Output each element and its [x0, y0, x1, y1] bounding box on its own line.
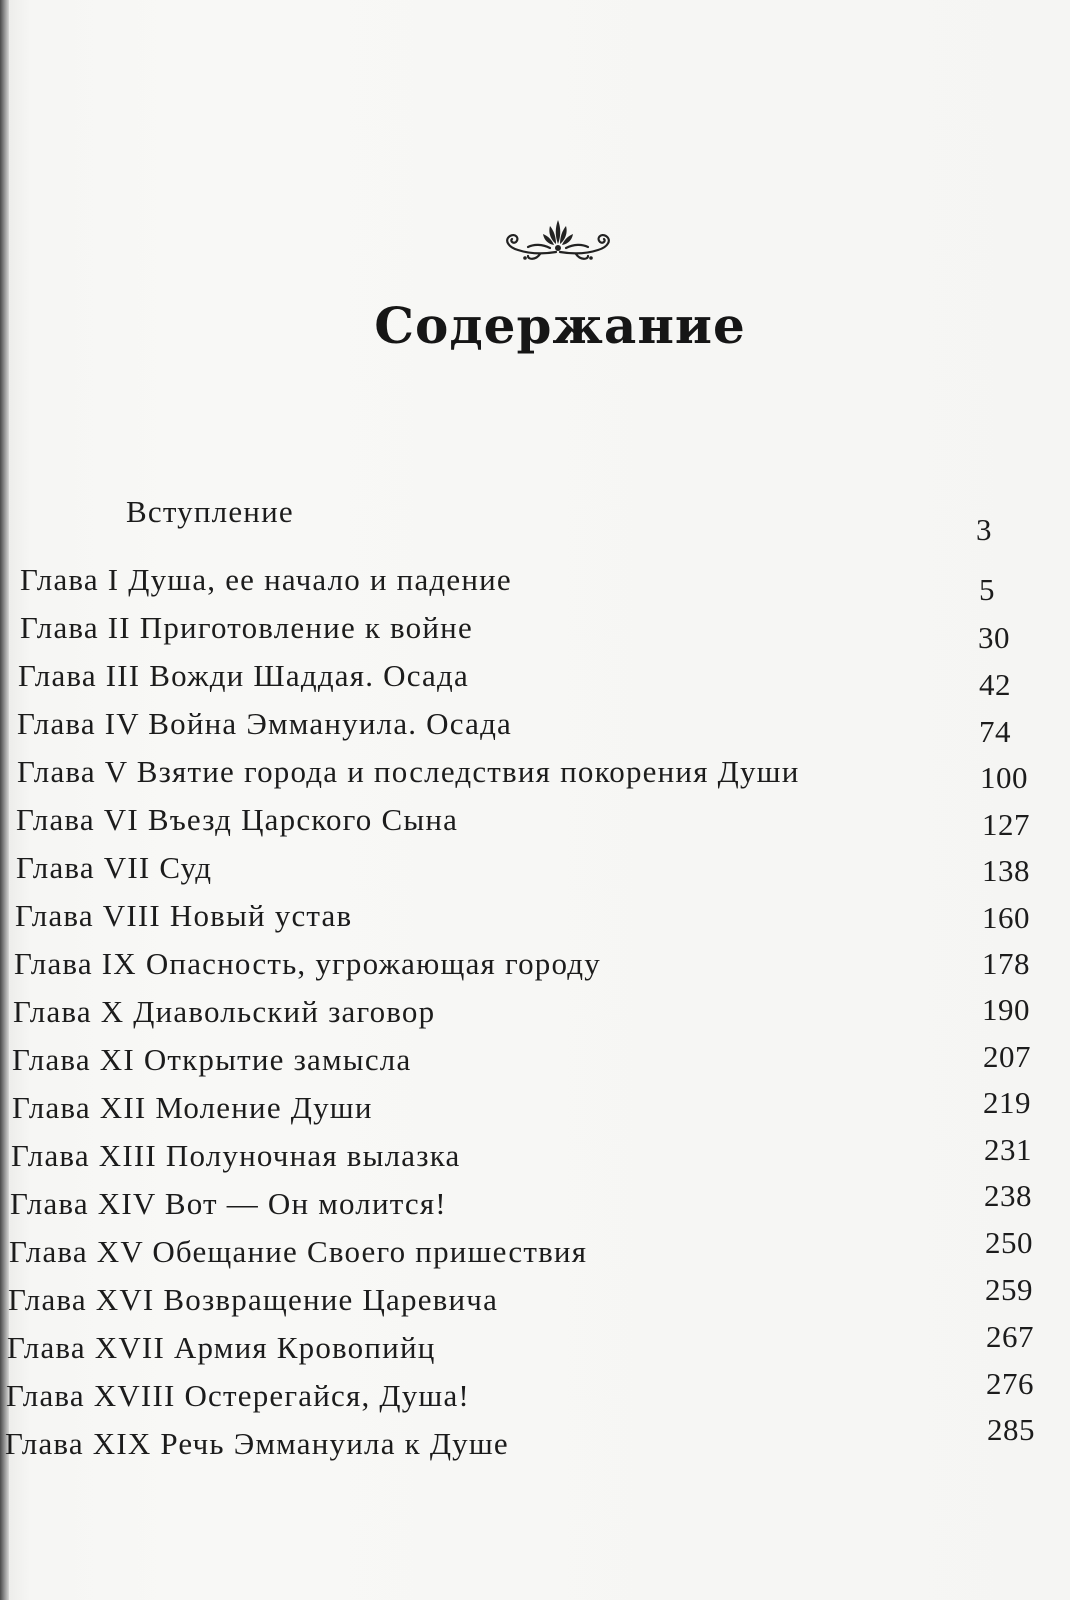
- toc-entry-introduction: Вступление: [126, 494, 294, 529]
- toc-page-number: 5: [979, 572, 995, 607]
- toc-page-number: 30: [978, 620, 1010, 655]
- toc-page-number: 178: [982, 946, 1030, 981]
- toc-page-number: 3: [976, 512, 992, 547]
- toc-entry-title: Глава XVIII Остерегайся, Душа!: [6, 1378, 470, 1413]
- toc-page-number: 267: [986, 1319, 1034, 1354]
- toc-entry-title: Глава XIX Речь Эммануила к Душе: [5, 1426, 509, 1461]
- toc-page-number: 219: [983, 1085, 1031, 1120]
- toc-page-number: 285: [987, 1412, 1035, 1447]
- toc-page-number: 138: [982, 853, 1030, 888]
- toc-entry-title: Глава V Взятие города и последствия покорения Души: [17, 754, 800, 789]
- toc-entry-title: Глава XV Обещание Своего пришествия: [9, 1234, 588, 1269]
- toc-entry-title: Глава IV Война Эммануила. Осада: [17, 706, 512, 741]
- toc-entry-title: Глава X Диавольский заговор: [13, 994, 436, 1029]
- toc-entry-title: Глава VIII Новый устав: [15, 898, 353, 933]
- toc-entry-title: Глава I Душа, ее начало и падение: [20, 562, 512, 597]
- toc-page-number: 127: [982, 807, 1030, 842]
- toc-page-number: 259: [985, 1272, 1033, 1307]
- toc-entry-title: Глава XVI Возвращение Царевича: [8, 1282, 499, 1317]
- toc-entry-title: Глава VII Суд: [16, 850, 213, 885]
- toc-entry-title: Глава XII Моление Души: [12, 1090, 373, 1125]
- toc-page-number: 100: [980, 760, 1028, 795]
- toc-entry-title: Глава III Вожди Шаддая. Осада: [18, 658, 469, 693]
- toc-entry-title: Глава VI Въезд Царского Сына: [16, 802, 459, 837]
- toc-entry-title: Глава XIII Полуночная вылазка: [11, 1138, 461, 1173]
- toc-entry-title: Глава II Приготовление к войне: [20, 610, 473, 645]
- toc-page-number: 250: [985, 1225, 1033, 1260]
- toc-page-number: 207: [983, 1039, 1031, 1074]
- toc-page-number: 160: [982, 900, 1030, 935]
- toc-entry-title: Глава XVII Армия Кровопийц: [7, 1330, 436, 1365]
- toc-page-number: 276: [986, 1366, 1034, 1401]
- toc-page-number: 231: [984, 1132, 1032, 1167]
- page-title: Содержание: [374, 296, 746, 355]
- toc-entry-title: Глава IX Опасность, угрожающая городу: [14, 946, 601, 981]
- toc-page-number: 238: [984, 1178, 1032, 1213]
- toc-entry-title: Глава XIV Вот — Он молится!: [10, 1186, 447, 1221]
- toc-page-number: 190: [982, 992, 1030, 1027]
- toc-page-number: 42: [979, 667, 1011, 702]
- toc-page-number: 74: [979, 714, 1011, 749]
- toc-entry-title: Глава XI Открытие замысла: [12, 1042, 412, 1077]
